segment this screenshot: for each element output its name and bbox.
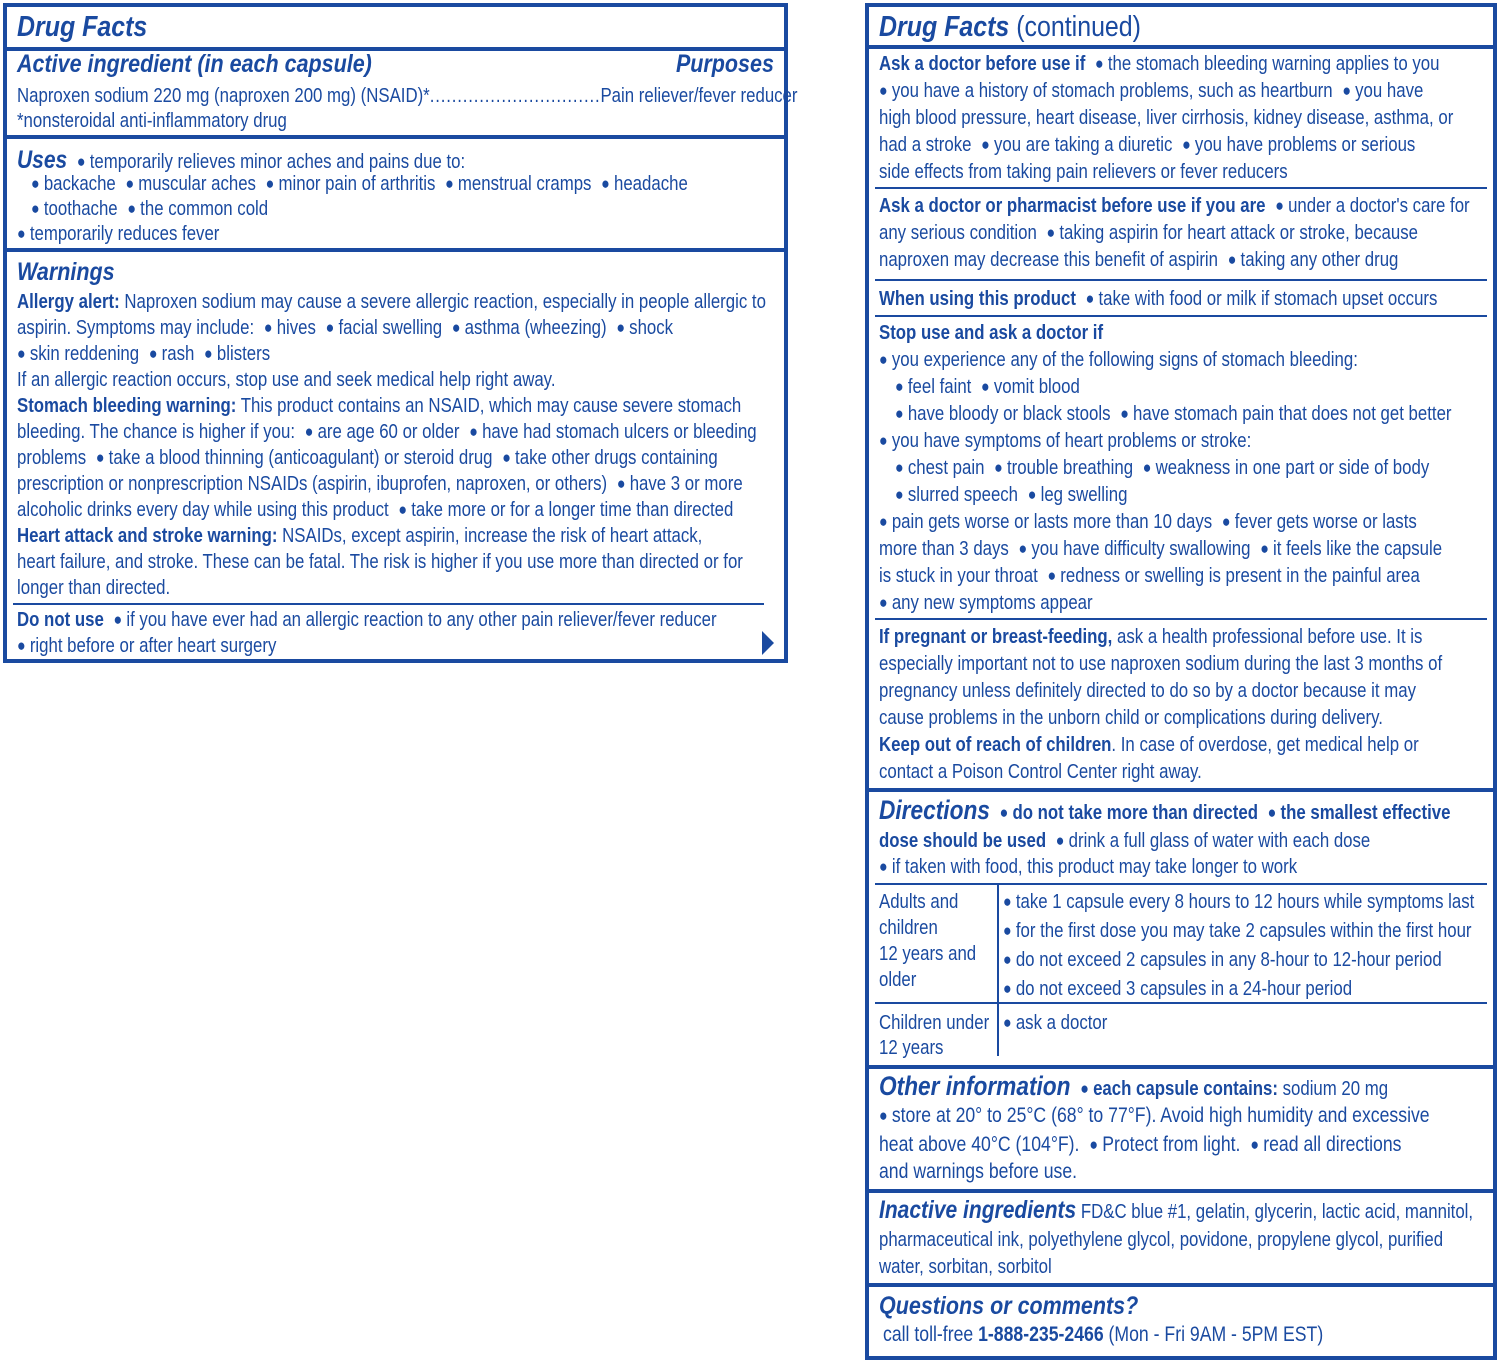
heart-line-2: heart failure, and stroke. These can be fatal. The risk is higher if you use more than directed or for <box>17 551 743 573</box>
list-item: ● blisters <box>199 343 270 365</box>
list-item: ● toothache <box>31 198 118 220</box>
list-item: ● redness or swelling is present in the painful area <box>1042 565 1419 587</box>
questions-heading: Questions or comments? <box>879 1292 1139 1320</box>
stomach-line-5 <box>17 497 734 524</box>
list-item: ● fever gets worse or lasts <box>1217 511 1417 533</box>
do-not-use-line-1 <box>17 607 717 634</box>
warnings-heading: Warnings <box>17 258 115 286</box>
do-not-use-line-2 <box>17 633 653 660</box>
list-item: ● headache <box>596 173 688 195</box>
pregnant-text: ask a health professional before use. It is <box>1117 626 1423 648</box>
table-row-2-label-1: Children under <box>879 1012 990 1034</box>
drug-facts-panel-right <box>865 3 1497 1360</box>
section-divider <box>869 1283 1493 1287</box>
list-item: naproxen may decrease this benefit of aspirin <box>879 249 1219 271</box>
when-using-line <box>879 286 1438 313</box>
drug-facts-title: Drug Facts <box>17 11 148 43</box>
list-item: ● you are taking a diuretic <box>976 134 1172 156</box>
allergy-label: Allergy alert: <box>17 291 120 313</box>
drug-facts-title: Drug Facts <box>879 11 1010 43</box>
heart-line-1 <box>17 523 703 549</box>
inactive-line-1 <box>879 1196 1474 1225</box>
section-divider <box>13 603 764 605</box>
continued-title-line <box>879 11 1398 43</box>
table-row-1-item <box>1003 918 1472 945</box>
allergy-text: Naproxen sodium may cause a severe allergic reaction, especially in people allergic to <box>124 291 766 313</box>
active-ingredient-text: Naproxen sodium 220 mg (naproxen 200 mg) (NSAID)* <box>17 85 430 107</box>
list-item: had a stroke <box>879 134 972 156</box>
list-item: heat above 40°C (104°F). <box>879 1133 1080 1156</box>
list-item: ● drink a full glass of water with each dose <box>1051 830 1371 852</box>
heart-label: Heart attack and stroke warning: <box>17 525 278 547</box>
active-ingredient-heading: Active ingredient (in each capsule) <box>17 50 372 78</box>
keep-out-label: Keep out of reach of children <box>879 734 1112 756</box>
list-item: ● weakness in one part or side of body <box>1138 457 1430 479</box>
list-item: ● do not take more than directed <box>995 802 1258 824</box>
stomach-text: This product contains an NSAID, which may cause severe stomach <box>240 395 742 417</box>
list-item: ● slurred speech <box>895 484 1018 506</box>
list-item: ● have stomach pain that does not get better <box>1115 403 1451 425</box>
other-info-line-4: and warnings before use. <box>879 1160 1078 1183</box>
list-item: ● you experience any of the following signs of stomach bleeding: <box>879 349 1358 371</box>
directions-heading: Directions <box>879 795 990 825</box>
inactive-heading: Inactive ingredients <box>879 1196 1077 1224</box>
list-item: ● if you have ever had an allergic reaction to any other pain reliever/fever reducer <box>108 609 716 631</box>
list-item: ● for the first dose you may take 2 capsules within the first hour <box>1003 920 1472 942</box>
stop-line-1 <box>879 347 1386 374</box>
list-item: ● read all directions <box>1245 1133 1401 1156</box>
list-item: ● do not exceed 2 capsules in any 8-hour to 12-hour period <box>1003 949 1442 971</box>
list-item: ● taking aspirin for heart attack or stroke, because <box>1042 222 1418 244</box>
stop-line-4 <box>879 428 1386 455</box>
table-row-1-item <box>1003 947 1442 974</box>
section-divider <box>875 187 1487 189</box>
list-item: ● shock <box>611 317 673 339</box>
stop-line-2 <box>895 374 1389 401</box>
stomach-line-1 <box>17 393 742 419</box>
other-info-line-1 <box>879 1071 1389 1103</box>
list-item: ● take with food or milk if stomach upset occurs <box>1081 288 1438 310</box>
list-item: ● do not exceed 3 capsules in a 24-hour period <box>1003 978 1352 1000</box>
keep-out-line-1 <box>879 732 1419 758</box>
other-info-line-3 <box>879 1132 1402 1159</box>
list-item: ● leg swelling <box>1023 484 1128 506</box>
list-item: ● have 3 or more <box>612 473 743 495</box>
list-item: is stuck in your throat <box>879 565 1038 587</box>
purpose-text: Pain reliever/fever reducer <box>600 85 798 107</box>
pregnant-line-3: pregnancy unless definitely directed to do so by a doctor because it may <box>879 680 1416 702</box>
stop-line-5 <box>895 455 1430 482</box>
list-item: ● right before or after heart surgery <box>17 635 276 657</box>
keep-out-text: . In case of overdose, get medical help or <box>1111 734 1419 756</box>
list-item: ● under a doctor's care for <box>1270 195 1469 217</box>
list-item: ● taking any other drug <box>1223 249 1399 271</box>
section-divider <box>875 279 1487 281</box>
stop-use-label: Stop use and ask a doctor if <box>879 322 1104 344</box>
uses-line-4 <box>17 221 653 248</box>
stomach-text: bleeding. The chance is higher if you: <box>17 421 296 443</box>
directions-line-2 <box>879 828 1386 855</box>
section-divider <box>869 788 1493 792</box>
table-row-2-item <box>1003 1010 1107 1037</box>
list-item: ● you have <box>1337 80 1423 102</box>
list-item: ● backache <box>31 173 116 195</box>
ask-pharm-line-3 <box>879 247 1399 274</box>
leader-dots: ............................... <box>429 85 601 107</box>
list-item: ● you have problems or serious <box>1177 134 1415 156</box>
other-info-heading: Other information <box>879 1071 1071 1101</box>
ask-doctor-label: Ask a doctor before use if <box>879 53 1086 75</box>
allergy-action: If an allergic reaction occurs, stop use and seek medical help right away. <box>17 369 556 391</box>
list-item: ● feel faint <box>895 376 971 398</box>
list-item: ● if taken with food, this product may take longer to work <box>879 856 1297 878</box>
phone-number[interactable]: 1-888-235-2466 <box>978 1323 1104 1346</box>
section-divider <box>869 1189 1493 1193</box>
stomach-line-2 <box>17 419 757 446</box>
ask-doctor-line-5: side effects from taking pain relievers or fever reducers <box>879 161 1288 183</box>
footnote: *nonsteroidal anti-inflammatory drug <box>17 110 287 132</box>
directions-line-3 <box>879 854 1386 881</box>
keep-out-line-2: contact a Poison Control Center right away. <box>879 761 1202 783</box>
list-item: ● menstrual cramps <box>440 173 591 195</box>
ask-doctor-line-1 <box>879 51 1440 78</box>
list-item: ● store at 20° to 25°C (68° to 77°F). Avoid high humidity and excessive <box>879 1104 1430 1127</box>
ask-pharmacist-label: Ask a doctor or pharmacist before use if you are <box>879 195 1266 217</box>
list-item: ● the smallest effective <box>1263 802 1451 824</box>
purposes-heading: Purposes <box>676 50 774 78</box>
table-row-rule <box>875 1002 1487 1004</box>
table-row-1-item <box>1003 976 1352 1003</box>
call-line <box>883 1322 1387 1348</box>
list-item: ● vomit blood <box>976 376 1080 398</box>
allergy-line-1 <box>17 289 766 315</box>
list-item: ● hives <box>259 317 316 339</box>
table-row-1-label-4: older <box>879 969 917 991</box>
stop-line-3 <box>895 401 1452 428</box>
stomach-line-3 <box>17 445 718 472</box>
list-item: ● facial swelling <box>321 317 443 339</box>
list-item: ● chest pain <box>895 457 984 479</box>
list-item: dose should be used <box>879 830 1047 852</box>
list-item: ● any new symptoms appear <box>879 592 1093 614</box>
list-item: ● the common cold <box>122 198 268 220</box>
uses-intro: ● temporarily relieves minor aches and pains due to: <box>72 151 465 173</box>
when-using-label: When using this product <box>879 288 1076 310</box>
table-row-1-label-2: children <box>879 917 938 939</box>
pregnant-line-2: especially important not to use naproxen sodium during the last 3 months of <box>879 653 1443 675</box>
list-item: ● it feels like the capsule <box>1255 538 1442 560</box>
list-item: ● ask a doctor <box>1003 1012 1107 1034</box>
list-item: ● rash <box>144 343 195 365</box>
stomach-line-4 <box>17 471 743 498</box>
section-divider <box>7 248 784 252</box>
table-row-1-label-1: Adults and <box>879 891 959 913</box>
list-item: alcoholic drinks every day while using this product <box>17 499 389 521</box>
list-item: ● muscular aches <box>120 173 256 195</box>
list-item: ● take other drugs containing <box>497 447 718 469</box>
list-item: ● you have symptoms of heart problems or stroke: <box>879 430 1251 452</box>
list-item: ● trouble breathing <box>989 457 1133 479</box>
section-divider <box>869 45 1493 49</box>
stomach-label: Stomach bleeding warning: <box>17 395 237 417</box>
do-not-use-label: Do not use <box>17 609 104 631</box>
other-info-line-2 <box>879 1103 1430 1130</box>
list-item: problems <box>17 447 87 469</box>
allergy-line-3 <box>17 341 653 368</box>
inactive-line-2: pharmaceutical ink, polyethylene glycol, povidone, propylene glycol, purified <box>879 1229 1444 1251</box>
uses-heading: Uses <box>17 146 68 174</box>
pregnant-line-1 <box>879 624 1423 650</box>
allergy-text: aspirin. Symptoms may include: <box>17 317 255 339</box>
stop-line-8 <box>879 536 1443 563</box>
call-hours: (Mon - Fri 9AM - 5PM EST) <box>1108 1323 1324 1346</box>
section-divider <box>7 135 784 139</box>
ask-doctor-line-2 <box>879 78 1424 105</box>
continue-arrow-icon <box>762 631 774 655</box>
call-prefix: call toll-free <box>883 1323 974 1346</box>
list-item: ● pain gets worse or lasts more than 10 days <box>879 511 1212 533</box>
heart-line-3: longer than directed. <box>17 577 171 599</box>
table-row-2-label-2: 12 years <box>879 1037 944 1059</box>
list-item: ● skin reddening <box>17 343 139 365</box>
section-divider <box>875 618 1487 620</box>
inactive-text: FD&C blue #1, gelatin, glycerin, lactic acid, mannitol, <box>1080 1201 1474 1223</box>
list-item: any serious condition <box>879 222 1037 244</box>
stop-line-7 <box>879 509 1417 536</box>
heart-text: NSAIDs, except aspirin, increase the risk of heart attack, <box>282 525 703 547</box>
pregnant-line-4: cause problems in the unborn child or complications during delivery. <box>879 707 1383 729</box>
list-item: ● minor pain of arthritis <box>261 173 436 195</box>
ask-pharm-line-1 <box>879 193 1470 220</box>
list-item: ● the stomach bleeding warning applies to you <box>1090 53 1439 75</box>
continued-label: (continued) <box>1016 11 1141 43</box>
uses-line-2 <box>31 171 688 198</box>
list-item: ● have bloody or black stools <box>895 403 1110 425</box>
table-top-rule <box>875 883 1487 885</box>
list-item: more than 3 days <box>879 538 1009 560</box>
list-item: ● asthma (wheezing) <box>447 317 607 339</box>
stop-line-10 <box>879 590 1386 617</box>
list-item: ● temporarily reduces fever <box>17 223 219 245</box>
drug-facts-panel-left <box>3 3 798 663</box>
ask-pharm-line-2 <box>879 220 1418 247</box>
section-divider <box>875 315 1487 317</box>
section-divider <box>869 1065 1493 1069</box>
list-item: ● take a blood thinning (anticoagulant) or steroid drug <box>91 447 493 469</box>
uses-line-3 <box>31 196 655 223</box>
directions-line-1 <box>879 795 1451 827</box>
list-item: prescription or nonprescription NSAIDs (aspirin, ibuprofen, naproxen, or others) <box>17 473 608 495</box>
table-row-1-label-3: 12 years and <box>879 943 977 965</box>
ask-doctor-line-3: high blood pressure, heart disease, liver cirrhosis, kidney disease, asthma, or <box>879 107 1454 129</box>
ask-doctor-line-4 <box>879 132 1416 159</box>
allergy-line-2 <box>17 315 674 342</box>
pregnant-label: If pregnant or breast-feeding, <box>879 626 1113 648</box>
active-ingredient-line <box>17 83 798 109</box>
stop-line-9 <box>879 563 1420 590</box>
list-item: ● Protect from light. <box>1084 1133 1240 1156</box>
list-item: ● have had stomach ulcers or bleeding <box>464 421 756 443</box>
list-item: ● take 1 capsule every 8 hours to 12 hours while symptoms last <box>1003 891 1474 913</box>
list-item: ● you have a history of stomach problems, such as heartburn <box>879 80 1333 102</box>
capsule-contains-value: sodium 20 mg <box>1282 1078 1389 1100</box>
inactive-line-3: water, sorbitan, sorbitol <box>879 1256 1052 1278</box>
list-item: ● you have difficulty swallowing <box>1013 538 1250 560</box>
capsule-contains-label: ● each capsule contains: <box>1075 1078 1278 1100</box>
table-row-1-item <box>1003 889 1474 916</box>
stop-line-6 <box>895 482 1389 509</box>
list-item: ● take more or for a longer time than directed <box>393 499 733 521</box>
list-item: ● are age 60 or older <box>300 421 460 443</box>
